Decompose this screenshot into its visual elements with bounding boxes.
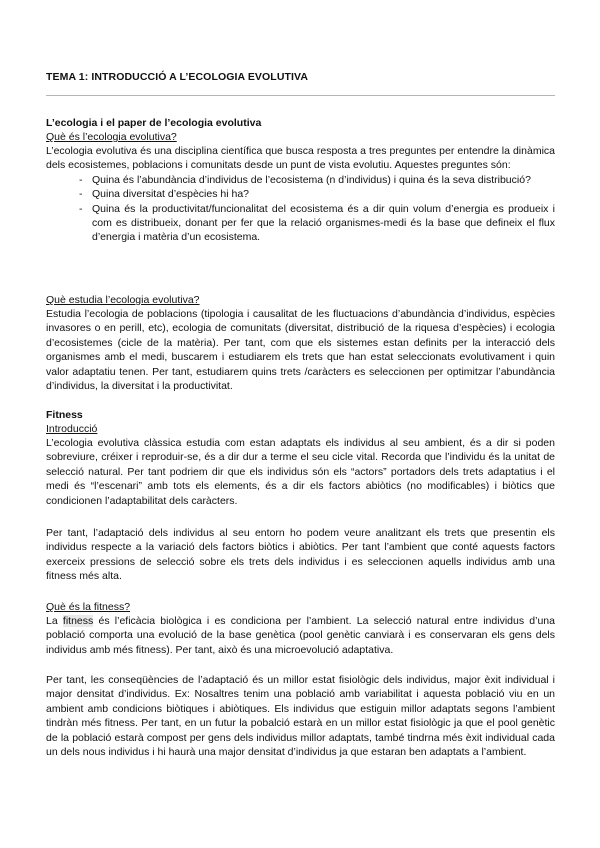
document-title: TEMA 1: INTRODUCCIÓ A L’ECOLOGIA EVOLUTIVA <box>46 71 309 83</box>
paragraph: Per tant, l’adaptació dels individus al seu entorn ho podem veure analitzant els trets que presentin els individus respecte a la variació dels factors biòtics i abiòtics. Per tant l’ambient que conté aquests factors exerceix pressions de selecció sobre els trets dels individus i es seleccionen aquells individus amb una fitness més alta. <box>46 527 555 583</box>
subheading-introduccio: Introducció <box>46 423 98 435</box>
paragraph <box>46 614 555 657</box>
section-fitness <box>46 408 555 508</box>
list-item: - Quina és l’abundància d’individus de l’ecosistema (n d’individus) i quina és la seva distribució? <box>80 173 555 187</box>
list-item: - Quina diversitat d’espècies hi ha? <box>80 187 555 201</box>
section-que-es-fitness <box>46 600 555 657</box>
subheading-que-es-fitness: Què és la fitness? <box>46 601 131 613</box>
text-run: és l’eficàcia biològica i es condiciona per l’ambient. La selecció natural entre individus d’una població comporta una evolució de la base genètica (pool genètic canviarà i es conservaran els gens dels individus amb més fitness). Per tant, això és una microevolució adaptativa. <box>46 615 555 656</box>
title-divider <box>46 95 555 96</box>
subheading-que-estudia: Què estudia l’ecologia evolutiva? <box>46 294 200 306</box>
section-fitness-para2 <box>46 526 555 584</box>
section-ecologia <box>46 116 555 245</box>
paragraph: Per tant, les conseqüències de l’adaptació és un millor estat fisiològic dels individus, major èxit individual i major densitat d’individus. Ex: Nosaltres tenim una població amb variabilitat i aquesta població viu en un ambient amb condicions biòtiques i abiòtiques. Els individus que estiguin millor adaptats segons l’ambient tindràn més fitness. Per tant, en un futur la pobalció estarà en un millor estat fisiològic ja que el pool genètic de la població estarà compost per gens dels individus millor adaptats, també tindrna més èxit individual cada un dels nous individus i hi haurà una major densitat d’individus ja que estaran ben adaptats a l’ambient. <box>46 674 555 759</box>
highlighted-term: fitness <box>62 615 94 627</box>
paragraph: L’ecologia evolutiva clàssica estudia com estan adaptats els individus al seu ambient, és a dir si poden sobreviure, créixer i reproduir-se, és a dir dur a terme el seu cicle vital. Recorda que l’individu és la unitat de selecció natural. Per tant podriem dir que els individus són els “actors” portadors dels trets adaptatius i el medi és “l’escenari” amb tots els elements, és a dir els factors abiòtics (no modificables) i biòtics que condicionen l’adaptabilitat dels caràcters. <box>46 437 555 507</box>
question-list <box>46 173 555 245</box>
section-heading: Fitness <box>46 409 83 421</box>
section-fitness-para-final <box>46 673 555 759</box>
list-item: - Quina és la productivitat/funcionalitat del ecosistema és a dir quin volum d’energia es produeix i com es distribueix, donant per fer que la relació organismes-medi és la base que defineix el flux d’energia i matèria d’un ecosistema. <box>80 202 555 245</box>
paragraph: L’ecologia evolutiva és una disciplina científica que busca resposta a tres preguntes per entendre la dinàmica dels ecosistemes, poblacions i comunitats desde un punt de vista evolutiu. Aquestes preguntes són: <box>46 145 555 172</box>
subheading-que-es: Què és l’ecologia evolutiva? <box>46 131 177 143</box>
section-que-estudia <box>46 293 555 393</box>
section-heading: L’ecologia i el paper de l’ecologia evolutiva <box>46 117 262 129</box>
text-run: La <box>46 615 63 627</box>
paragraph: Estudia l’ecologia de poblacions (tipologia i causalitat de les fluctuacions d’abundància d’individus, espècies invasores o en perill, etc), ecologia de comunitats (diversitat, distribució de la riquesa d’espècies) i ecologia d’ecosistemes (cicle de la matèria). Per tant, com que els sistemes estan definits per la interacció dels organismes amb el medi, buscarem i estudiarem els trets que han estat seleccionats evolutivament i quin valor adaptatiu tenen. Per tant, estudiarem quins trets /caràcters es seleccionen per optimitzar l’abundància d’individus, la diversitat i la productivitat. <box>46 308 555 393</box>
